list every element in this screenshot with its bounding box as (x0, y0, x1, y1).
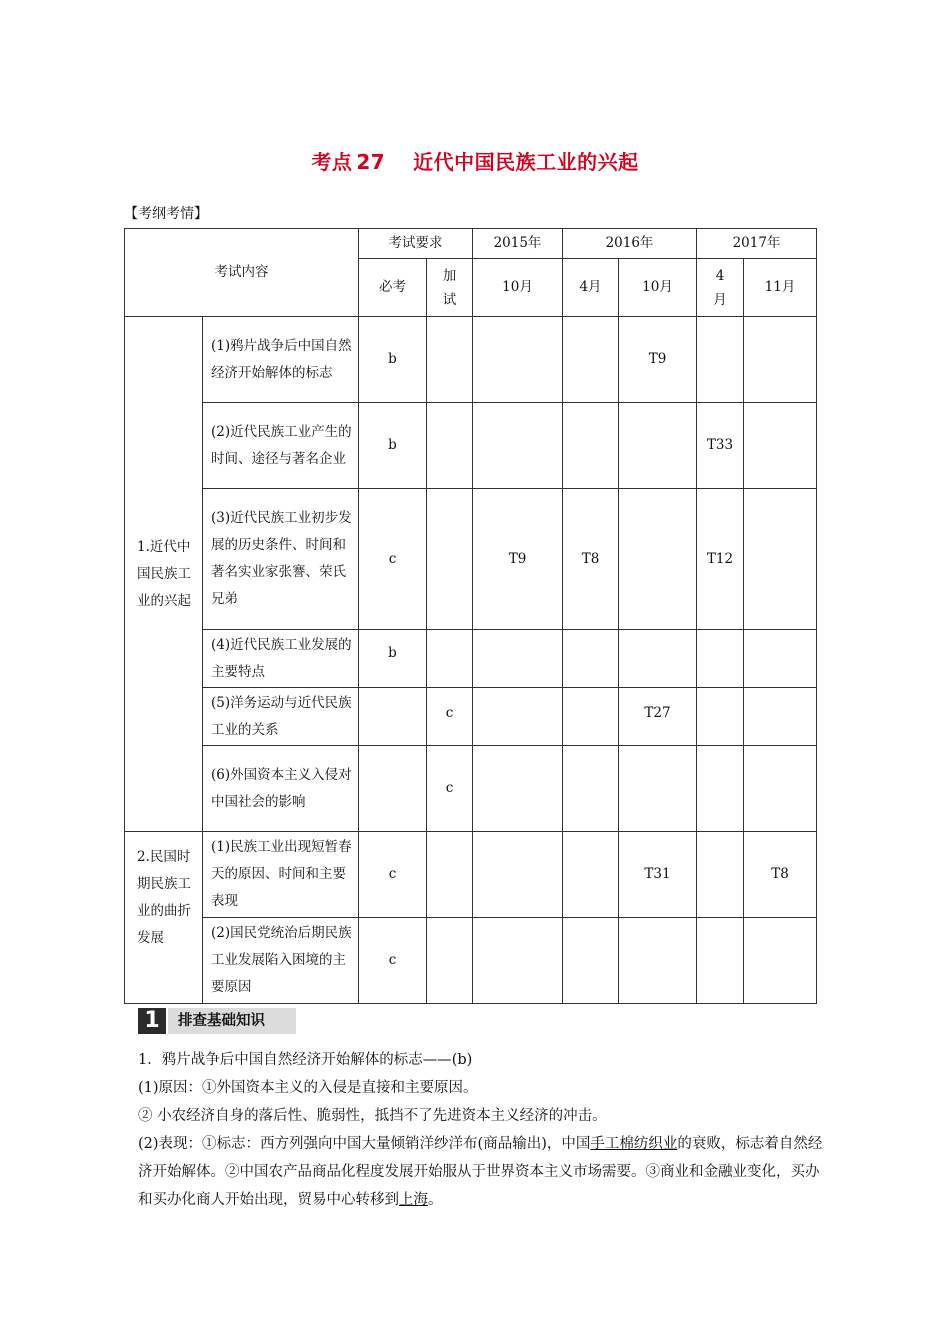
paragraph-4-part-c: 。 (428, 1192, 443, 1208)
cell-2017-4 (697, 832, 744, 918)
table-row (125, 746, 817, 832)
underlined-term-1: 手工棉纺织业 (590, 1136, 678, 1152)
exam-table (124, 228, 817, 1004)
row-desc: (5)洋务运动与近代民族工业的关系 (203, 688, 359, 746)
section-label-kgkq: 【考纲考情】 (124, 206, 208, 222)
cell-2016-4 (563, 403, 619, 489)
table-row (125, 317, 817, 403)
cell-bikao: b (359, 403, 427, 489)
row-desc: (2)近代民族工业产生的时间、途径与著名企业 (203, 403, 359, 489)
section-2-cell: 2.民国时期民族工业的曲折发展 (125, 832, 203, 1004)
cell-2015-10 (473, 317, 563, 403)
page-title (0, 146, 950, 175)
row-desc: (1)民族工业出现短暂春天的原因、时间和主要表现 (203, 832, 359, 918)
cell-bikao: c (359, 918, 427, 1004)
section-heading (138, 1008, 296, 1034)
row-desc: (3)近代民族工业初步发展的历史条件、时间和著名实业家张謇、荣氏兄弟 (203, 489, 359, 630)
cell-2015-10 (473, 918, 563, 1004)
header-content: 考试内容 (125, 229, 359, 317)
paragraph-4-part-b: 的衰败，标志着自然经济开始解体。②中国农产品商品化程度发展开始服从于世界资本主义市场需要。③商业和金融业变化，买办和买办化商人开始出现，贸易中心转移到 (138, 1136, 823, 1208)
underlined-term-2: 上海 (399, 1192, 428, 1208)
header-2017-4: 4月 (697, 259, 744, 317)
cell-2016-10 (619, 918, 697, 1004)
cell-2017-4: T12 (697, 489, 744, 630)
header-req: 考试要求 (359, 229, 473, 259)
paragraph-3: ② 小农经济自身的落后性、脆弱性，抵挡不了先进资本主义经济的冲击。 (138, 1108, 607, 1124)
cell-2015-10 (473, 688, 563, 746)
cell-2017-11 (744, 746, 817, 832)
body-text (138, 1046, 828, 1214)
header-2016-10: 10月 (619, 259, 697, 317)
cell-jiashi: c (427, 746, 473, 832)
cell-2017-4: T33 (697, 403, 744, 489)
cell-2016-4: T8 (563, 489, 619, 630)
header-2017-11: 11月 (744, 259, 817, 317)
cell-jiashi (427, 317, 473, 403)
cell-2017-11: T8 (744, 832, 817, 918)
cell-jiashi: c (427, 688, 473, 746)
header-2015: 2015年 (473, 229, 563, 259)
table-row (125, 688, 817, 746)
cell-bikao: b (359, 317, 427, 403)
cell-2017-11 (744, 317, 817, 403)
header-bikao: 必考 (359, 259, 427, 317)
table-row (125, 630, 817, 688)
cell-bikao: c (359, 489, 427, 630)
cell-jiashi (427, 630, 473, 688)
paragraph-2: (1)原因：①外国资本主义的入侵是直接和主要原因。 (138, 1080, 478, 1096)
header-2015-10: 10月 (473, 259, 563, 317)
cell-2017-11 (744, 918, 817, 1004)
section-title: 排查基础知识 (168, 1008, 296, 1034)
cell-jiashi (427, 918, 473, 1004)
section-number: 1 (138, 1008, 166, 1034)
cell-2016-10: T31 (619, 832, 697, 918)
cell-2015-10 (473, 746, 563, 832)
cell-bikao (359, 746, 427, 832)
row-desc: (1)鸦片战争后中国自然经济开始解体的标志 (203, 317, 359, 403)
cell-2017-11 (744, 489, 817, 630)
row-desc: (6)外国资本主义入侵对中国社会的影响 (203, 746, 359, 832)
cell-2017-11 (744, 688, 817, 746)
cell-2016-10: T27 (619, 688, 697, 746)
cell-bikao: c (359, 832, 427, 918)
cell-2016-10 (619, 630, 697, 688)
row-desc: (2)国民党统治后期民族工业发展陷入困境的主要原因 (203, 918, 359, 1004)
title-label: 考点 (311, 150, 353, 174)
cell-jiashi (427, 832, 473, 918)
cell-2016-10 (619, 489, 697, 630)
cell-2017-11 (744, 403, 817, 489)
title-number: 27 (356, 150, 386, 174)
cell-bikao (359, 688, 427, 746)
header-2017: 2017年 (697, 229, 817, 259)
cell-2016-10 (619, 403, 697, 489)
cell-2015-10 (473, 630, 563, 688)
cell-2016-10 (619, 746, 697, 832)
header-2016: 2016年 (563, 229, 697, 259)
cell-2017-4 (697, 688, 744, 746)
cell-2017-4 (697, 918, 744, 1004)
cell-2016-4 (563, 688, 619, 746)
header-2016-4: 4月 (563, 259, 619, 317)
cell-2016-4 (563, 918, 619, 1004)
cell-2017-4 (697, 630, 744, 688)
cell-2016-4 (563, 832, 619, 918)
cell-2017-11 (744, 630, 817, 688)
cell-2016-4 (563, 746, 619, 832)
table-row (125, 489, 817, 630)
row-desc: (4)近代民族工业发展的主要特点 (203, 630, 359, 688)
paragraph-4 (138, 1130, 828, 1214)
paragraph-1: 1．鸦片战争后中国自然经济开始解体的标志——(b) (138, 1052, 473, 1068)
cell-jiashi (427, 403, 473, 489)
cell-2017-4 (697, 317, 744, 403)
table-row (125, 403, 817, 489)
cell-2017-4 (697, 746, 744, 832)
cell-2015-10 (473, 832, 563, 918)
paragraph-4-part-a: (2)表现：①标志：西方列强向中国大量倾销洋纱洋布(商品输出)，中国 (138, 1136, 591, 1152)
cell-jiashi (427, 489, 473, 630)
table-row (125, 832, 817, 918)
cell-2015-10: T9 (473, 489, 563, 630)
cell-2015-10 (473, 403, 563, 489)
cell-2016-4 (563, 317, 619, 403)
table-row (125, 918, 817, 1004)
section-1-cell: 1.近代中国民族工业的兴起 (125, 317, 203, 832)
cell-2016-4 (563, 630, 619, 688)
title-text: 近代中国民族工业的兴起 (413, 150, 639, 174)
cell-2016-10: T9 (619, 317, 697, 403)
header-jiashi: 加试 (427, 259, 473, 317)
cell-bikao: b (359, 630, 427, 688)
